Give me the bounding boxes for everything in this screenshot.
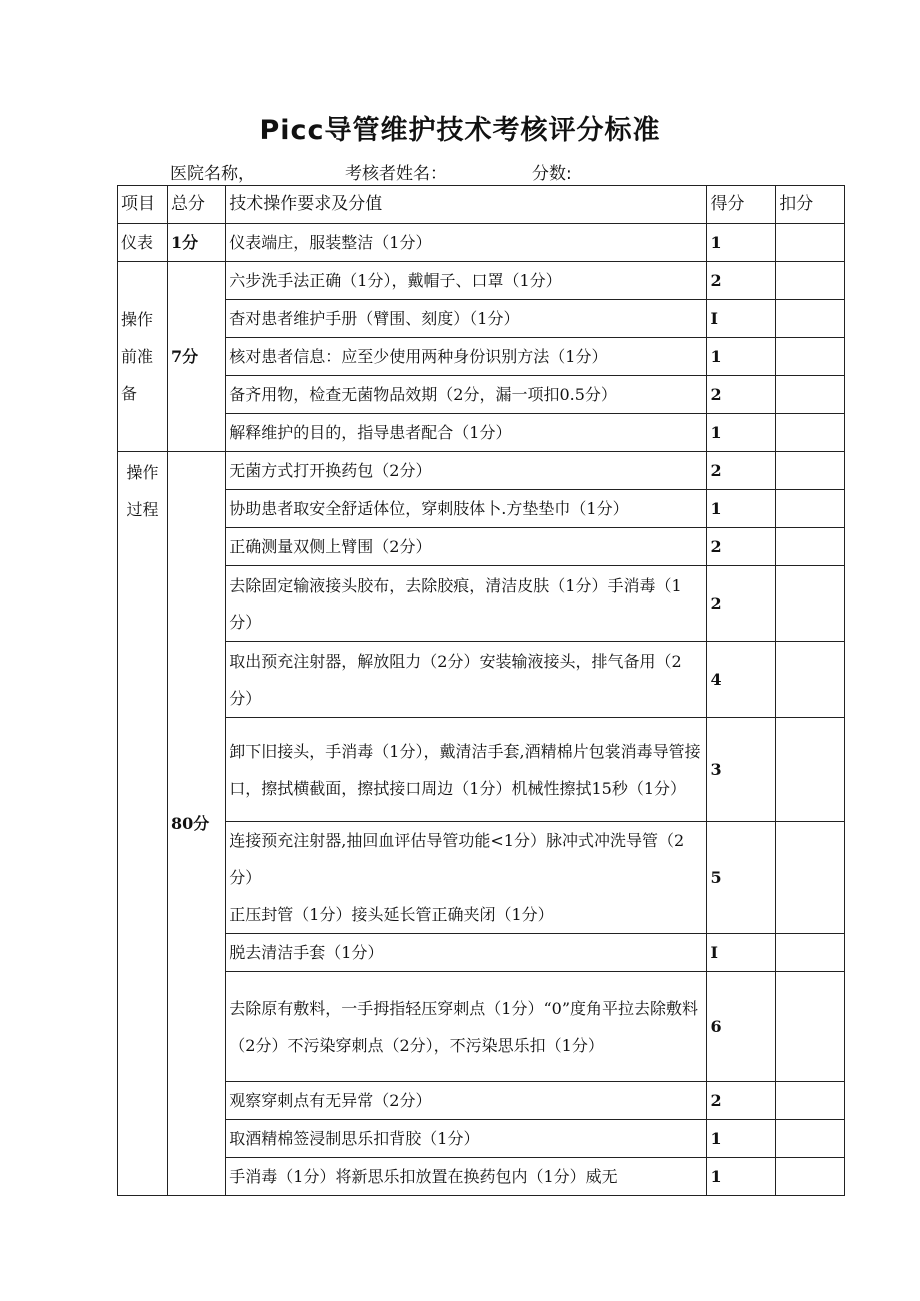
requirement-text: 仪表端庄，服装整洁（1分） — [226, 224, 707, 262]
score-cell: 1 — [707, 1120, 776, 1158]
section-total: 80分 — [167, 452, 225, 1196]
deduction-cell[interactable] — [776, 934, 845, 972]
scoring-table-body — [118, 186, 845, 1196]
deduction-cell[interactable] — [776, 338, 845, 376]
deduction-cell[interactable] — [776, 300, 845, 338]
requirement-text: 取出预充注射器，解放阻力（2分）安装输液接头，排气备用（2分） — [226, 642, 707, 718]
score-cell: 2 — [707, 1082, 776, 1120]
table-header-row — [118, 186, 845, 224]
header-deduction: 扣分 — [776, 186, 845, 224]
score-cell: 2 — [707, 566, 776, 642]
deduction-cell[interactable] — [776, 1158, 845, 1196]
table-row — [118, 452, 845, 490]
header-item: 项目 — [118, 186, 168, 224]
score-cell: 3 — [707, 718, 776, 822]
deduction-cell[interactable] — [776, 414, 845, 452]
table-row — [118, 262, 845, 300]
score-cell: 1 — [707, 224, 776, 262]
deduction-cell[interactable] — [776, 972, 845, 1082]
table-row — [118, 300, 845, 338]
requirement-text: 核对患者信息：应至少使用两种身份识别方法（1分） — [226, 338, 707, 376]
requirement-text: 正确测量双侧上臂围（2分） — [226, 528, 707, 566]
table-row — [118, 972, 845, 1082]
table-row — [118, 822, 845, 934]
requirement-text: 无菌方式打开换药包（2分） — [226, 452, 707, 490]
requirement-text: 杳对患者维护手册（臂围、刻度）（1分） — [226, 300, 707, 338]
requirement-text: 手消毒（1分）将新思乐扣放置在换药包内（1分）威无 — [226, 1158, 707, 1196]
deduction-cell[interactable] — [776, 566, 845, 642]
table-row — [118, 1158, 845, 1196]
table-row — [118, 1082, 845, 1120]
deduction-cell[interactable] — [776, 262, 845, 300]
section-total: 7分 — [167, 262, 225, 452]
deduction-cell[interactable] — [776, 490, 845, 528]
score-cell: 1 — [707, 490, 776, 528]
requirement-text: 连接预充注射器,抽回血评估导管功能<1分）脉冲式冲洗导管（2分） 正压封管（1分）接头延长管正确夹闭（1分） — [226, 822, 707, 934]
requirement-text: 取酒精棉签浸制思乐扣背胶（1分） — [226, 1120, 707, 1158]
score-cell: 5 — [707, 822, 776, 934]
table-row — [118, 224, 845, 262]
section-total: 1分 — [167, 224, 225, 262]
deduction-cell[interactable] — [776, 528, 845, 566]
deduction-cell[interactable] — [776, 1082, 845, 1120]
table-row — [118, 338, 845, 376]
requirement-text: 卸下旧接头，手消毒（1分），戴清洁手套,酒精棉片包裳消毒导管接口，擦拭横截面，擦拭接口周边（1分）机械性擦拭15秒（1分） — [226, 718, 707, 822]
score-cell: 1 — [707, 338, 776, 376]
requirement-text: 观察穿刺点有无异常（2分） — [226, 1082, 707, 1120]
score-cell: 2 — [707, 452, 776, 490]
score-cell: 1 — [707, 1158, 776, 1196]
score-cell: 4 — [707, 642, 776, 718]
score-cell: 6 — [707, 972, 776, 1082]
score-cell: 2 — [707, 376, 776, 414]
table-row — [118, 718, 845, 822]
table-row — [118, 566, 845, 642]
section-name: 操作 过程 — [118, 452, 168, 1196]
requirement-text: 六步洗手法正确（1分），戴帽子、口罩（1分） — [226, 262, 707, 300]
section-name: 仪表 — [118, 224, 168, 262]
hospital-name-label: 医院名称， — [170, 164, 255, 184]
deduction-cell[interactable] — [776, 822, 845, 934]
score-cell: I — [707, 300, 776, 338]
score-cell: 2 — [707, 528, 776, 566]
score-cell: 1 — [707, 414, 776, 452]
header-total: 总分 — [167, 186, 225, 224]
document-title: Picc导管维护技术考核评分标准 — [259, 115, 661, 146]
requirement-text: 去除原有敷料，一手拇指轻压穿刺点（1分）“0”度角平拉去除敷料（2分）不污染穿刺点（2分），不污染思乐扣（1分） — [226, 972, 707, 1082]
requirement-text: 协助患者取安全舒适体位，穿刺肢体卜.方垫垫巾（1分） — [226, 490, 707, 528]
deduction-cell[interactable] — [776, 224, 845, 262]
table-row — [118, 934, 845, 972]
score-cell: 2 — [707, 262, 776, 300]
table-row — [118, 376, 845, 414]
score-label: 分数: — [532, 164, 572, 184]
table-row — [118, 490, 845, 528]
table-row — [118, 414, 845, 452]
score-cell: I — [707, 934, 776, 972]
requirement-text: 脱去清洁手套（1分） — [226, 934, 707, 972]
scoring-table — [117, 185, 845, 1196]
deduction-cell[interactable] — [776, 452, 845, 490]
header-requirements: 技术操作要求及分值 — [226, 186, 707, 224]
examiner-name-label: 考核者姓名： — [345, 164, 447, 184]
requirement-text: 解释维护的目的，指导患者配合（1分） — [226, 414, 707, 452]
table-row — [118, 528, 845, 566]
table-row — [118, 1120, 845, 1158]
deduction-cell[interactable] — [776, 376, 845, 414]
deduction-cell[interactable] — [776, 642, 845, 718]
deduction-cell[interactable] — [776, 1120, 845, 1158]
requirement-text: 去除固定输液接头胶布，去除胶痕，清洁皮肤（1分）手消毒（1分） — [226, 566, 707, 642]
table-row — [118, 642, 845, 718]
deduction-cell[interactable] — [776, 718, 845, 822]
requirement-text: 备齐用物，检查无菌物品效期（2分，漏一项扣0.5分） — [226, 376, 707, 414]
section-name: 操作 前准 备 — [118, 262, 168, 452]
header-score: 得分 — [707, 186, 776, 224]
